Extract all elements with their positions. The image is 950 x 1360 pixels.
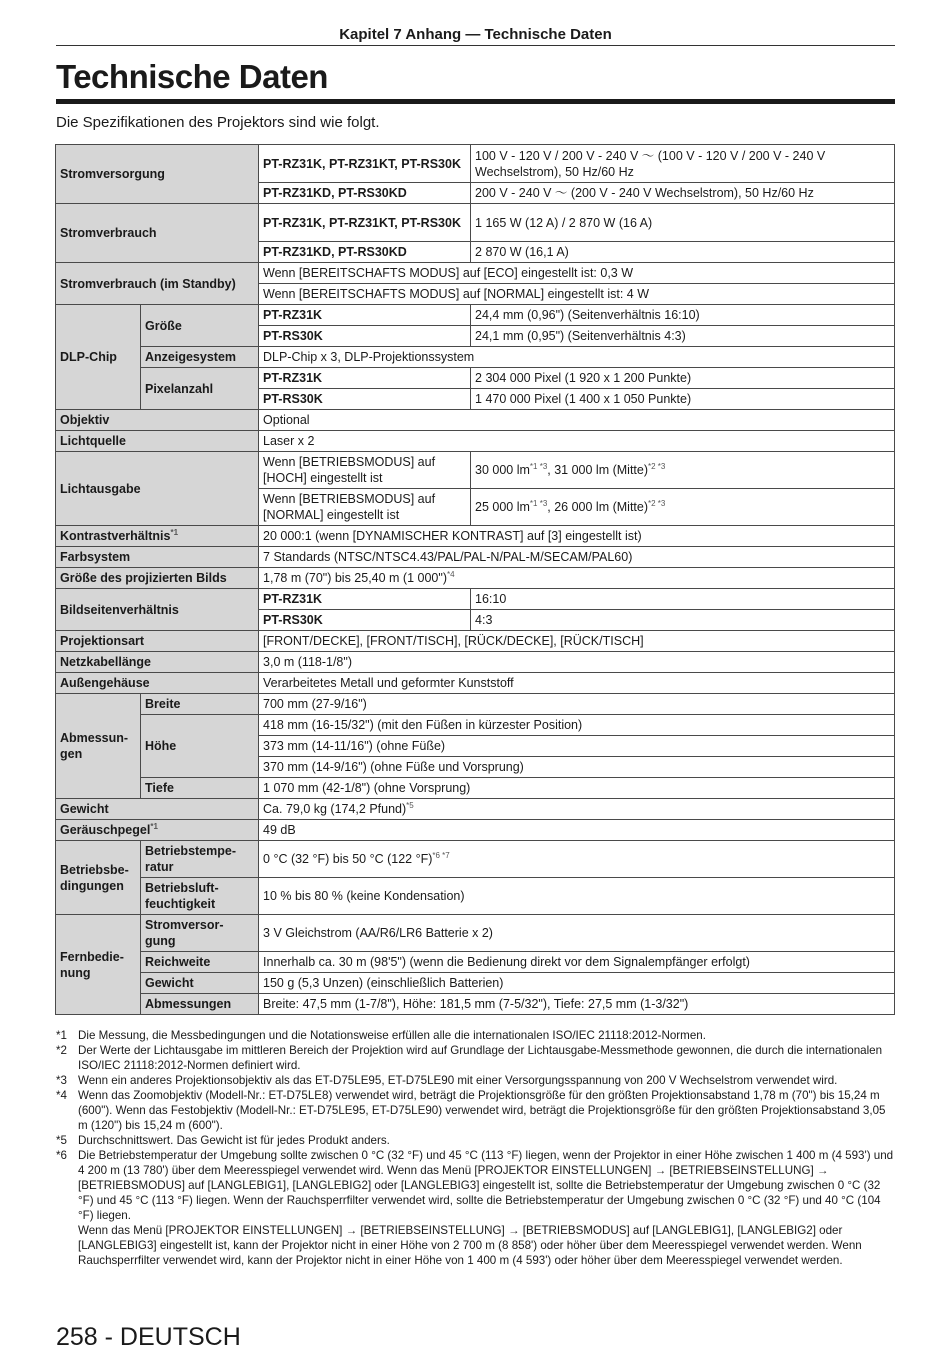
- footnote-ref: *1 *3: [529, 461, 548, 471]
- value-cell: 1 470 000 Pixel (1 400 x 1 050 Punkte): [471, 389, 895, 410]
- model-cell: PT-RZ31KD, PT-RS30KD: [259, 183, 471, 204]
- value-text: 1,78 m (70") bis 25,40 m (1 000"): [263, 571, 447, 585]
- value-cell: 1 165 W (12 A) / 2 870 W (16 A): [471, 204, 895, 242]
- value-cell: 24,1 mm (0,95") (Seitenverhältnis 4:3): [471, 326, 895, 347]
- label-text: Geräuschpegel: [60, 823, 151, 837]
- page-footer: 258 - DEUTSCH: [56, 1323, 241, 1351]
- sub-label: Breite: [141, 694, 259, 715]
- value-text: 0 °C (32 °F) bis 50 °C (122 °F): [263, 852, 433, 866]
- value-text: Ca. 79,0 kg (174,2 Pfund): [263, 802, 407, 816]
- table-row: [56, 631, 895, 652]
- condition-cell: Wenn [BETRIEBSMODUS] auf [NORMAL] eingestellt ist: [259, 489, 471, 526]
- value-cell: 3,0 m (118-1/8"): [259, 652, 895, 673]
- footnote-text: Der Werte der Lichtausgabe im mittleren Bereich der Projektion wird auf Grundlage der Lichtausgabe-Messmethode gewonnen, die durch die internationalen ISO/IEC 21118:2012-Normen definiert wird.: [78, 1044, 883, 1072]
- row-label: Projektionsart: [56, 631, 259, 652]
- chapter-header: Kapitel 7 Anhang — Technische Daten: [339, 26, 612, 43]
- sub-label: Pixelanzahl: [141, 368, 259, 410]
- value-cell: Breite: 47,5 mm (1-7/8"), Höhe: 181,5 mm (7-5/32"), Tiefe: 27,5 mm (1-3/32"): [259, 994, 895, 1015]
- value-text: 25 000 lm: [475, 500, 530, 514]
- value-cell: Wenn [BEREITSCHAFTS MODUS] auf [ECO] eingestellt ist: 0,3 W: [259, 263, 895, 284]
- value-cell: [471, 452, 895, 489]
- value-cell: [259, 799, 895, 820]
- table-row: [56, 452, 895, 489]
- value-cell: 3 V Gleichstrom (AA/R6/LR6 Batterie x 2): [259, 915, 895, 952]
- intro-text: Die Spezifikationen des Projektors sind wie folgt.: [56, 114, 380, 131]
- value-cell: Laser x 2: [259, 431, 895, 452]
- value-cell: Innerhalb ca. 30 m (98'5") (wenn die Bedienung direkt vor dem Signalempfänger erfolgt): [259, 952, 895, 973]
- footnote-ref: *1: [150, 821, 158, 831]
- footnote-ref: *1: [170, 527, 179, 537]
- table-row: [56, 715, 895, 736]
- title-divider: [56, 99, 895, 104]
- table-row: [56, 878, 895, 915]
- model-cell: PT-RS30K: [259, 610, 471, 631]
- row-label: Fernbedie-nung: [56, 915, 141, 1015]
- row-label: Stromversorgung: [56, 145, 259, 204]
- value-cell: 16:10: [471, 589, 895, 610]
- sub-label: Reichweite: [141, 952, 259, 973]
- value-cell: 7 Standards (NTSC/NTSC4.43/PAL/PAL-N/PAL-M/SECAM/PAL60): [259, 547, 895, 568]
- value-cell: 200 V - 240 V ～ (200 V - 240 V Wechselstrom), 50 Hz/60 Hz: [471, 183, 895, 204]
- header-divider: [56, 45, 895, 46]
- value-text: , 31 000 lm (Mitte): [547, 463, 649, 477]
- row-label: Bildseitenverhältnis: [56, 589, 259, 631]
- page-title: Technische Daten: [56, 58, 328, 95]
- footnote-mark: *5: [56, 1134, 67, 1147]
- footnote-mark: *1: [56, 1029, 67, 1042]
- footnote-ref: *6 *7: [432, 850, 450, 860]
- row-label: Außengehäuse: [56, 673, 259, 694]
- sub-label: Höhe: [141, 715, 259, 778]
- footnote-body: [78, 1148, 896, 1268]
- footnote-text: Wenn ein anderes Projektionsobjektiv als das ET-D75LE95, ET-D75LE90 mit einer Versorgungsspannung von 200 V Wechselstrom verwendet wird.: [78, 1074, 838, 1087]
- model-cell: PT-RZ31K, PT-RZ31KT, PT-RS30K: [259, 204, 471, 242]
- footnote: [56, 1028, 896, 1043]
- table-row: [56, 820, 895, 841]
- table-row: [56, 204, 895, 242]
- row-label: Objektiv: [56, 410, 259, 431]
- table-row: [56, 673, 895, 694]
- value-cell: 49 dB: [259, 820, 895, 841]
- value-cell: [FRONT/DECKE], [FRONT/TISCH], [RÜCK/DECKE], [RÜCK/TISCH]: [259, 631, 895, 652]
- model-cell: PT-RS30K: [259, 326, 471, 347]
- model-cell: PT-RZ31K: [259, 305, 471, 326]
- table-row: [56, 915, 895, 952]
- value-cell: Wenn [BEREITSCHAFTS MODUS] auf [NORMAL] eingestellt ist: 4 W: [259, 284, 895, 305]
- footnote-text: Die Betriebstemperatur der Umgebung sollte zwischen 0 °C (32 °F) und 45 °C (113 °F) liegen, wenn der Projektor in einer Höhe zwischen 1 400 m (4 593') und 4 200 m (13 780') über dem Meeresspiegel verwendet wird. Wenn das Menü [PROJEKTOR EINSTELLUNGEN] → [BETRIEBSEINSTELLUNG] → [BETRIEBSMODUS] auf [LANGLEBIG1], [LANGLEBIG2] oder [LANGLEBIG3] eingestellt ist, sollte die Betriebstemperatur der Umgebung zwischen 0 °C (32 °F) und 45 °C (113 °F) liegen. Wenn der Rauchsperrfilter verwendet wird, sollte die Betriebstemperatur der Umgebung zwischen 0 °C (32 °F) und 40 °C (104 °F) liegen.: [78, 1149, 894, 1222]
- footnote: [56, 1148, 896, 1268]
- footnotes: [56, 1028, 896, 1268]
- row-label: DLP-Chip: [56, 305, 141, 410]
- table-row: [56, 526, 895, 547]
- sub-label: Betriebsluft-feuchtigkeit: [141, 878, 259, 915]
- row-label: Lichtausgabe: [56, 452, 259, 526]
- footnote-ref: *2 *3: [648, 461, 666, 471]
- model-cell: PT-RZ31K: [259, 368, 471, 389]
- table-row: [56, 652, 895, 673]
- footnote-ref: *2 *3: [648, 498, 666, 508]
- model-cell: PT-RZ31K: [259, 589, 471, 610]
- footnote-text: Die Messung, die Messbedingungen und die Notationsweise erfüllen alle die internationalen ISO/IEC 21118:2012-Normen.: [78, 1029, 706, 1042]
- value-cell: 373 mm (14-11/16") (ohne Füße): [259, 736, 895, 757]
- value-cell: 2 304 000 Pixel (1 920 x 1 200 Punkte): [471, 368, 895, 389]
- label-text: Kontrastverhältnis: [60, 529, 171, 543]
- footnote-mark: *3: [56, 1074, 67, 1087]
- footnote-ref: *4: [446, 569, 455, 579]
- table-row: [56, 347, 895, 368]
- table-row: [56, 145, 895, 183]
- row-label: Lichtquelle: [56, 431, 259, 452]
- row-label: Größe des projizierten Bilds: [56, 568, 259, 589]
- sub-label: Tiefe: [141, 778, 259, 799]
- footnote: [56, 1088, 896, 1133]
- row-label: Gewicht: [56, 799, 259, 820]
- condition-cell: Wenn [BETRIEBSMODUS] auf [HOCH] eingestellt ist: [259, 452, 471, 489]
- value-cell: Verarbeitetes Metall und geformter Kunststoff: [259, 673, 895, 694]
- value-cell: 20 000:1 (wenn [DYNAMISCHER KONTRAST] auf [3] eingestellt ist): [259, 526, 895, 547]
- table-row: [56, 263, 895, 284]
- row-label: [56, 526, 259, 547]
- sub-label: Stromversor-gung: [141, 915, 259, 952]
- value-cell: 10 % bis 80 % (keine Kondensation): [259, 878, 895, 915]
- footnote: [56, 1133, 896, 1148]
- table-row: [56, 431, 895, 452]
- table-row: [56, 973, 895, 994]
- table-row: [56, 547, 895, 568]
- sub-label: Abmessungen: [141, 994, 259, 1015]
- footnote-mark: *2: [56, 1044, 67, 1057]
- sub-label: Gewicht: [141, 973, 259, 994]
- sub-label: Betriebstempe-ratur: [141, 841, 259, 878]
- value-cell: [471, 489, 895, 526]
- value-cell: 418 mm (16-15/32") (mit den Füßen in kürzester Position): [259, 715, 895, 736]
- footnote-ref: *1 *3: [529, 498, 548, 508]
- sub-label: Anzeigesystem: [141, 347, 259, 368]
- value-cell: Optional: [259, 410, 895, 431]
- sub-label: Größe: [141, 305, 259, 347]
- value-cell: 150 g (5,3 Unzen) (einschließlich Batterien): [259, 973, 895, 994]
- value-cell: 1 070 mm (42-1/8") (ohne Vorsprung): [259, 778, 895, 799]
- table-row: [56, 952, 895, 973]
- footnote: [56, 1073, 896, 1088]
- spec-table: [55, 144, 895, 1015]
- model-cell: PT-RS30K: [259, 389, 471, 410]
- table-row: [56, 799, 895, 820]
- row-label: Betriebsbe-dingungen: [56, 841, 141, 915]
- row-label: Stromverbrauch (im Standby): [56, 263, 259, 305]
- table-row: [56, 778, 895, 799]
- value-cell: DLP-Chip x 3, DLP-Projektionssystem: [259, 347, 895, 368]
- value-cell: 2 870 W (16,1 A): [471, 242, 895, 263]
- footnote-mark: *6: [56, 1149, 67, 1162]
- footnote-mark: *4: [56, 1089, 67, 1102]
- model-cell: PT-RZ31K, PT-RZ31KT, PT-RS30K: [259, 145, 471, 183]
- row-label: Abmessun-gen: [56, 694, 141, 799]
- value-cell: 4:3: [471, 610, 895, 631]
- table-row: [56, 368, 895, 389]
- value-cell: [259, 568, 895, 589]
- row-label: Stromverbrauch: [56, 204, 259, 263]
- table-row: [56, 305, 895, 326]
- value-text: 30 000 lm: [475, 463, 530, 477]
- value-text: , 26 000 lm (Mitte): [547, 500, 649, 514]
- table-row: [56, 994, 895, 1015]
- footnote: [56, 1043, 896, 1073]
- table-row: [56, 589, 895, 610]
- value-cell: 370 mm (14-9/16") (ohne Füße und Vorsprung): [259, 757, 895, 778]
- value-cell: [259, 841, 895, 878]
- table-row: [56, 841, 895, 878]
- row-label: [56, 820, 259, 841]
- footnote-text-continued: Wenn das Menü [PROJEKTOR EINSTELLUNGEN] → [BETRIEBSEINSTELLUNG] → [BETRIEBSMODUS] auf [LANGLEBIG1], [LANGLEBIG2] oder [LANGLEBIG3] eingestellt ist, kann der Projektor nicht in einer Höhe von 2 700 m (8 858') oder höher über dem Meeresspiegel verwendet werden. Wenn Rauchsperrfilter verwendet wird, kann der Projektor nicht in einer Höhe von 1 400 m (4 593') oder höher über dem Meeresspiegel verwendet werden.: [78, 1224, 862, 1267]
- row-label: Farbsystem: [56, 547, 259, 568]
- model-cell: PT-RZ31KD, PT-RS30KD: [259, 242, 471, 263]
- table-row: [56, 568, 895, 589]
- footnote-text: Durchschnittswert. Das Gewicht ist für jedes Produkt anders.: [78, 1134, 390, 1147]
- table-row: [56, 410, 895, 431]
- value-cell: 100 V - 120 V / 200 V - 240 V ～ (100 V - 120 V / 200 V - 240 V Wechselstrom), 50 Hz/60 Hz: [471, 145, 895, 183]
- footnote-ref: *5: [406, 800, 414, 810]
- value-cell: 700 mm (27-9/16"): [259, 694, 895, 715]
- row-label: Netzkabellänge: [56, 652, 259, 673]
- table-row: [56, 694, 895, 715]
- value-cell: 24,4 mm (0,96") (Seitenverhältnis 16:10): [471, 305, 895, 326]
- footnote-text: Wenn das Zoomobjektiv (Modell-Nr.: ET-D75LE8) verwendet wird, beträgt die Projektionsgröße für den größten Projektionsabstand 1,78 m (70") bis 15,24 m (600"). Wenn das Festobjektiv (Modell-Nr.: ET-D75LE95, ET-D75LE90) verwendet wird, beträgt die Projektionsgröße für den größten Projektionsabstand 3,05 m (120") bis 15,24 m (600").: [78, 1089, 886, 1132]
